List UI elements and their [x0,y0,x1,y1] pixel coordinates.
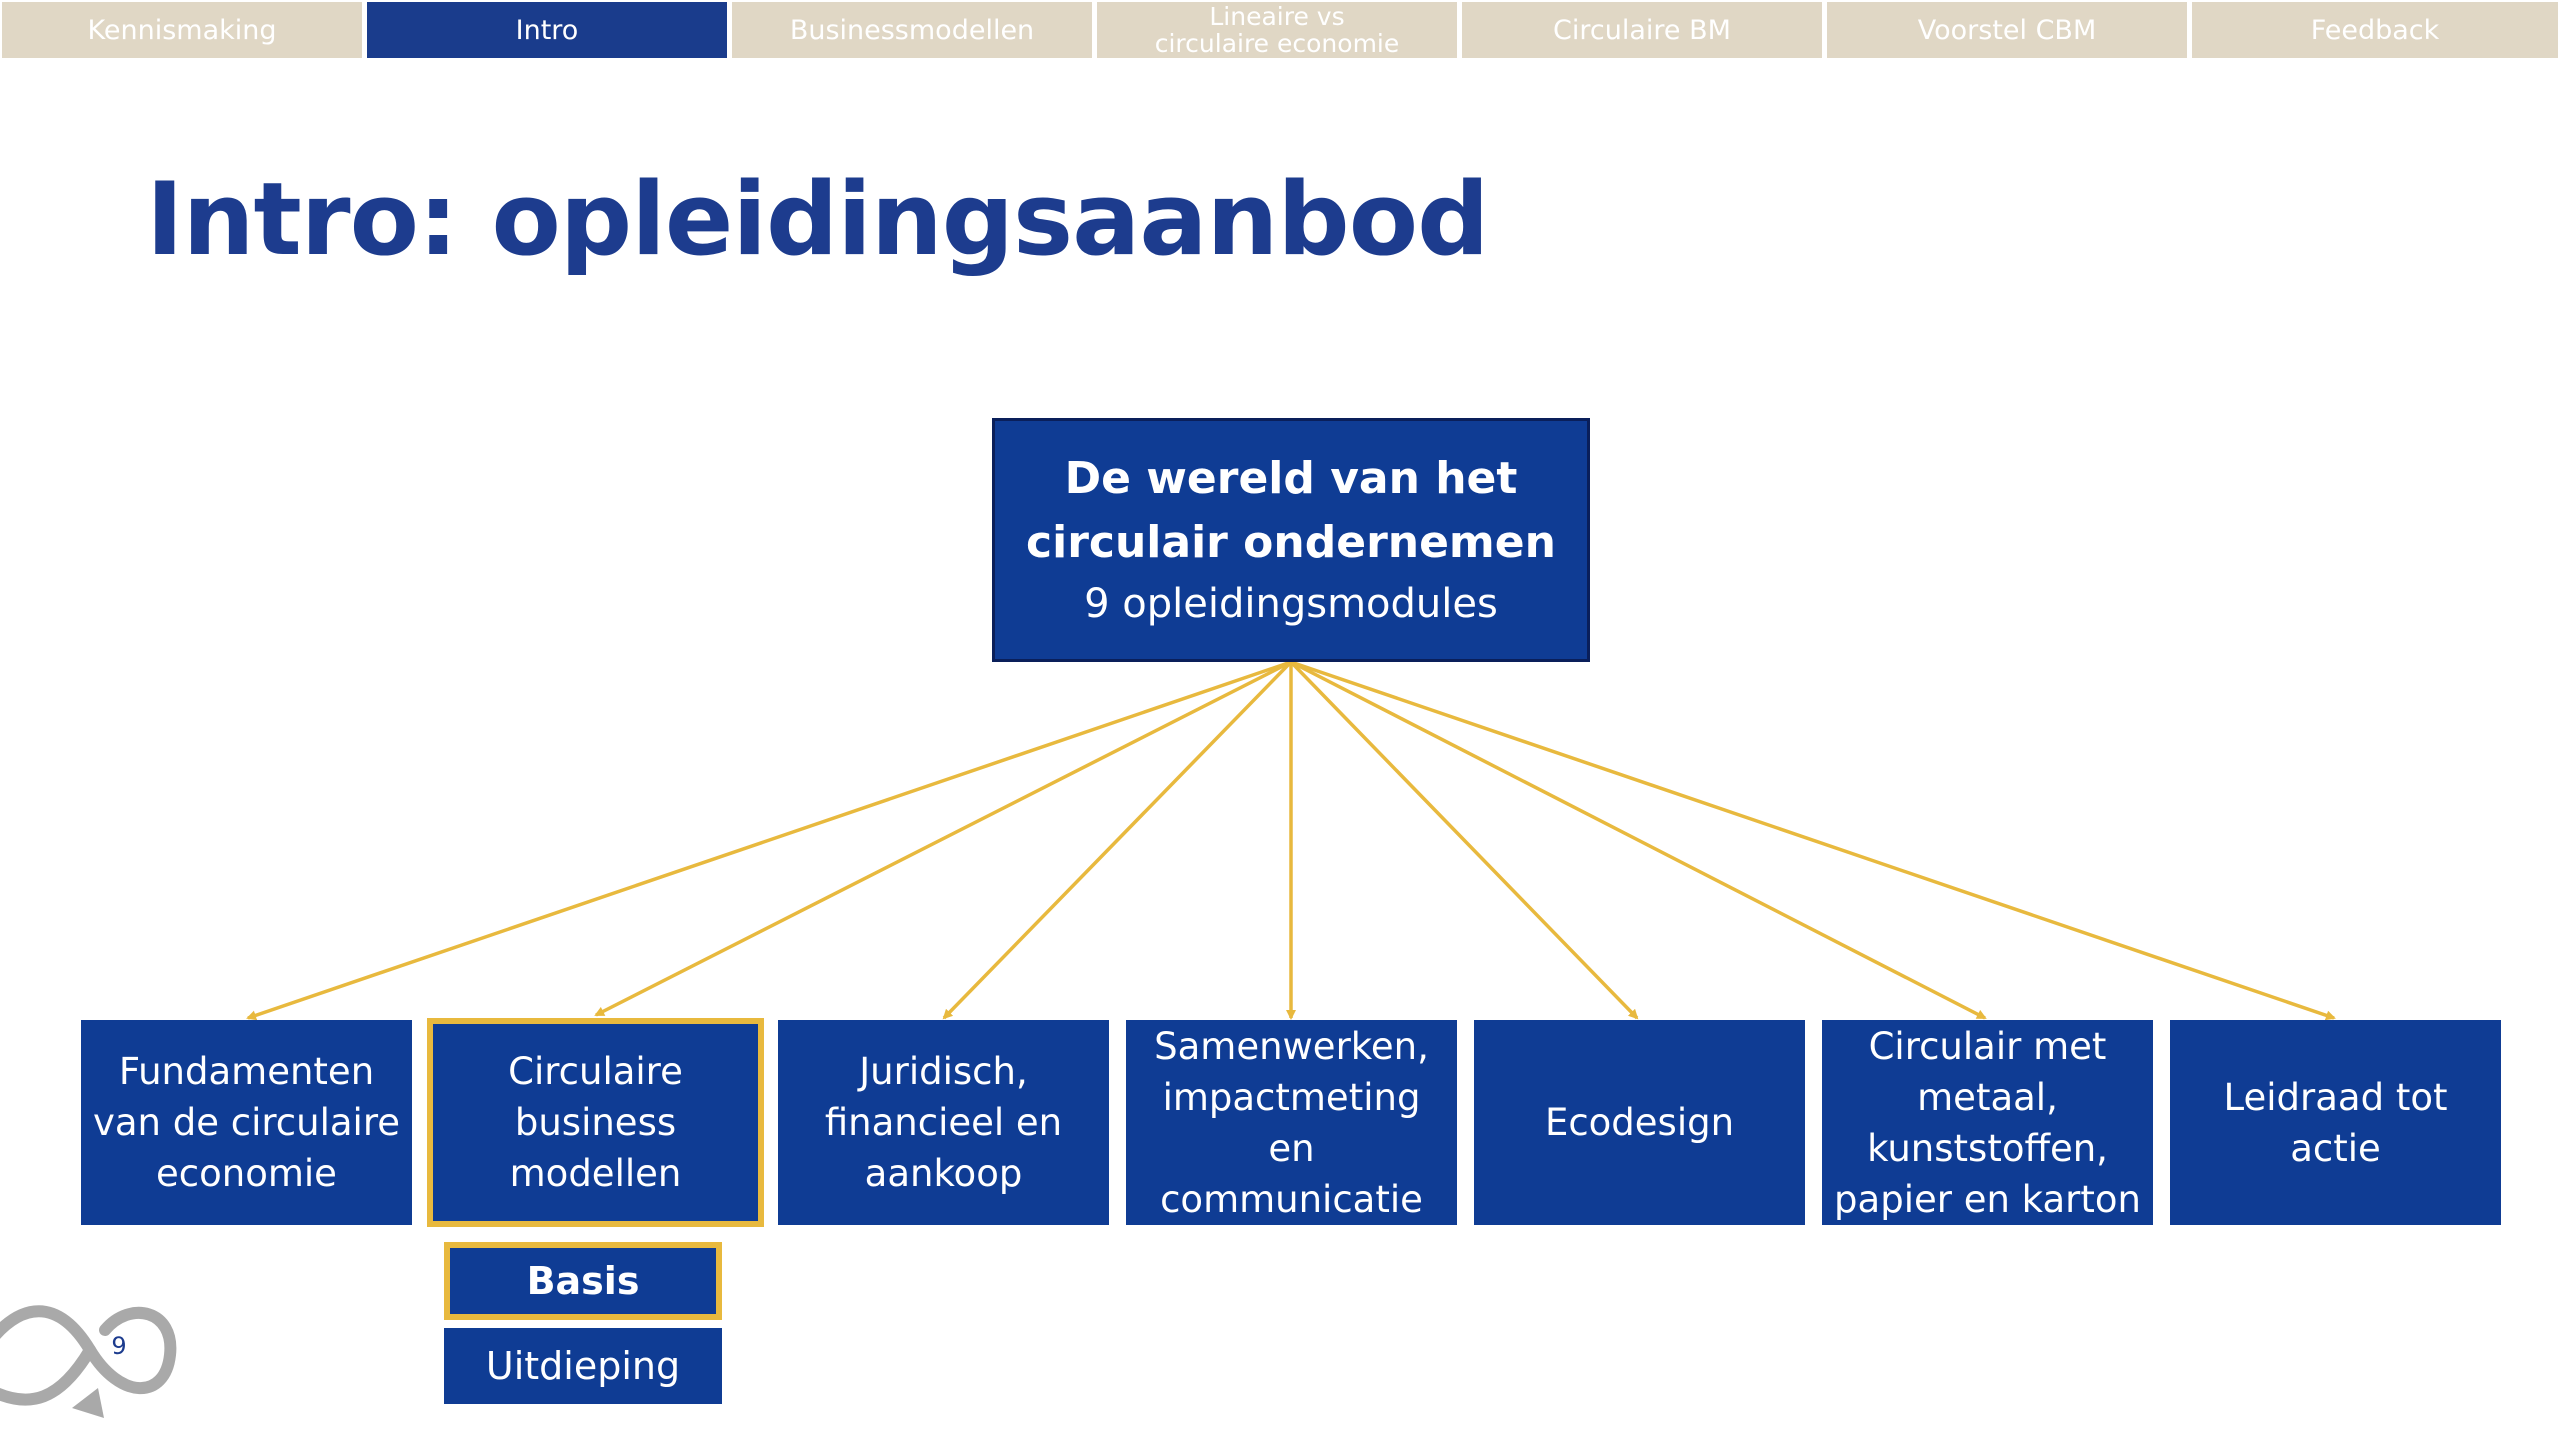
module-samenwerken-impactmeting[interactable]: Samenwerken, impactmeting en communicatie [1126,1020,1457,1225]
module-leidraad-tot-actie[interactable]: Leidraad tot actie [2170,1020,2501,1225]
root-heading: De wereld van het circulair ondernemen [1026,453,1556,568]
tab-kennismaking[interactable]: Kennismaking [2,2,362,58]
module-ecodesign[interactable]: Ecodesign [1474,1020,1805,1225]
circular-logo-icon [0,1290,190,1420]
module-circulaire-business-modellen[interactable]: Circulaire business modellen [427,1018,764,1227]
page-number: 9 [111,1332,127,1360]
root-box [992,418,1590,662]
level-basis[interactable]: Basis [444,1242,722,1320]
tab-lineaire-vs-circulaire-economie[interactable]: Lineaire vs circulaire economie [1097,2,1457,58]
arrow-to-module-5 [1291,662,1637,1018]
root-subheading: 9 opleidingsmodules [1084,581,1498,627]
tab-voorstel-cbm[interactable]: Voorstel CBM [1827,2,2187,58]
module-juridisch-financieel-aankoop[interactable]: Juridisch, financieel en aankoop [778,1020,1109,1225]
tab-businessmodellen[interactable]: Businessmodellen [732,2,1092,58]
module-circulair-met-metaal[interactable]: Circulair met metaal, kunststoffen, papier en karton [1822,1020,2153,1225]
tab-circulaire-bm[interactable]: Circulaire BM [1462,2,1822,58]
arrow-to-module-2 [596,662,1291,1015]
arrow-to-module-6 [1291,662,1985,1018]
arrow-to-module-1 [248,662,1291,1018]
arrow-to-module-3 [944,662,1291,1018]
tab-feedback[interactable]: Feedback [2192,2,2558,58]
arrow-to-module-7 [1291,662,2334,1018]
tab-intro[interactable]: Intro [367,2,727,58]
page-title: Intro: opleidingsaanbod [146,160,1489,278]
module-fundamenten[interactable]: Fundamenten van de circulaire economie [81,1020,412,1225]
level-uitdieping[interactable]: Uitdieping [444,1328,722,1404]
